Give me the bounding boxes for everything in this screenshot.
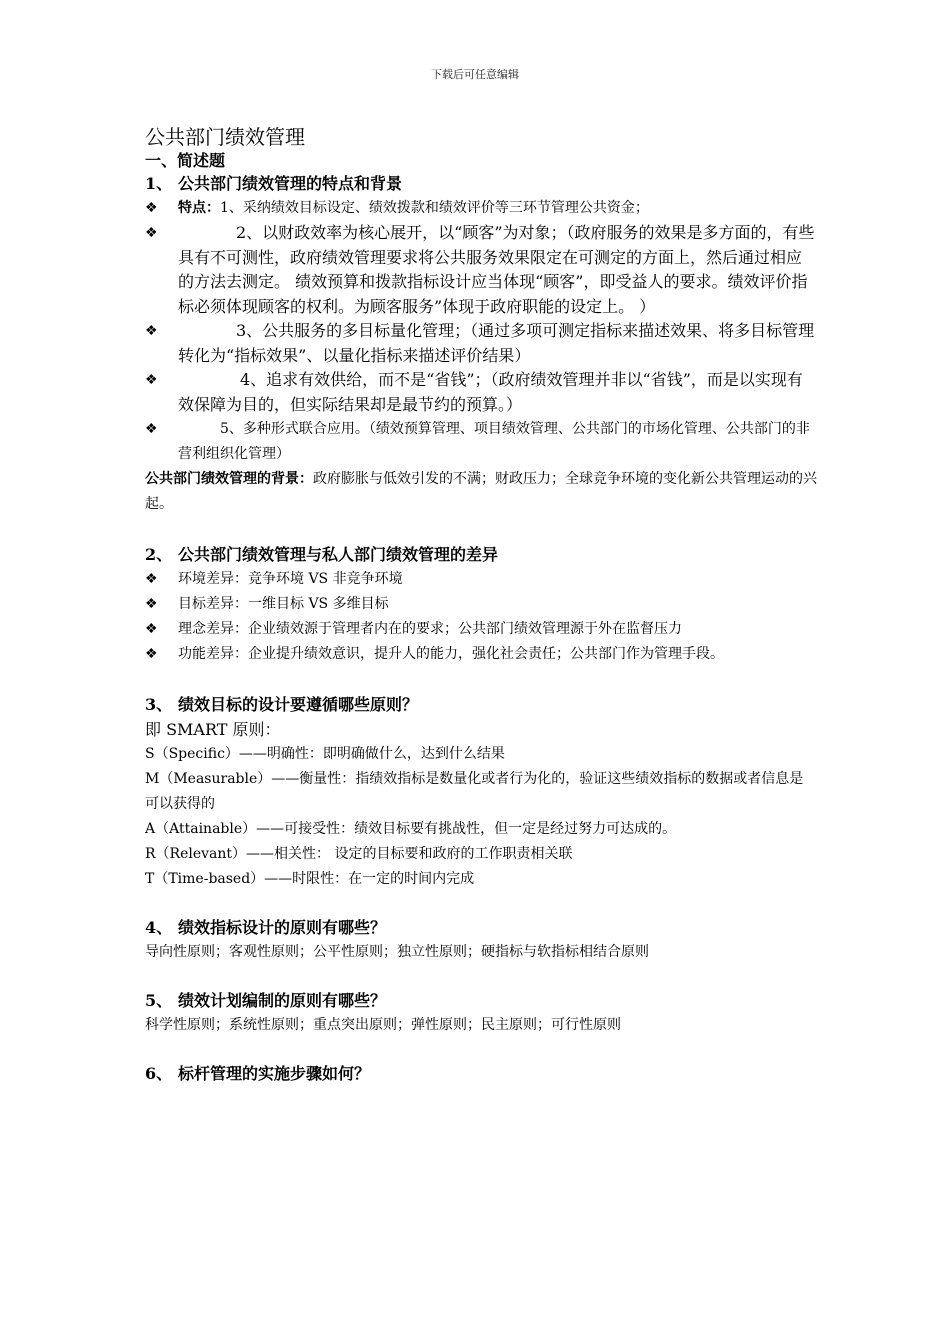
- bullet-icon: ❖: [145, 571, 158, 587]
- bullet-icon: ❖: [145, 421, 158, 437]
- difference-item: ❖ 理念差异：企业绩效源于管理者内在的要求；公共部门绩效管理源于外在监督压力: [145, 617, 817, 642]
- features-label: 特点：: [178, 200, 220, 216]
- question-2-heading: 2、 公共部门绩效管理与私人部门绩效管理的差异: [145, 545, 499, 564]
- bullet-icon: ❖: [145, 200, 158, 216]
- bullet-icon: ❖: [145, 323, 158, 339]
- bullet-icon: ❖: [145, 621, 158, 637]
- smart-line-s: S（Specific）——明确性：即明确做什么，达到什么结果: [145, 746, 505, 762]
- page-header: 下载后可任意编辑: [431, 68, 519, 81]
- bullet-icon: ❖: [145, 646, 158, 662]
- question-1-heading: 1、 公共部门绩效管理的特点和背景: [145, 174, 403, 193]
- section-heading: 一、简述题: [145, 151, 226, 170]
- smart-line-m: M（Measurable）——衡量性：指绩效指标是数量化或者行为化的，验证这些绩效指标的数据或者信息是可以获得的: [145, 771, 804, 812]
- smart-line-t: T（Time-based）——时限性：在一定的时间内完成: [145, 871, 475, 887]
- document-body: [145, 124, 817, 1086]
- feature-item-1: ❖ 特点：1、采纳绩效目标设定、绩效拨款和绩效评价等三环节管理公共资金；: [145, 196, 817, 221]
- difference-item: ❖ 目标差异：一维目标 VS 多维目标: [145, 592, 817, 617]
- smart-line-a: A（Attainable）——可接受性：绩效目标要有挑战性，但一定是经过努力可达成的。: [145, 821, 677, 837]
- bullet-icon: ❖: [145, 372, 158, 388]
- question-4-heading: 4、 绩效指标设计的原则有哪些？: [145, 918, 387, 937]
- question-4-answer: 导向性原则；客观性原则；公平性原则；独立性原则；硬指标与软指标相结合原则: [145, 944, 649, 960]
- difference-item: ❖ 环境差异：竞争环境 VS 非竞争环境: [145, 567, 817, 592]
- question-6-heading: 6、 标杆管理的实施步骤如何？: [145, 1064, 371, 1083]
- difference-item: ❖ 功能差异：企业提升绩效意识，提升人的能力，强化社会责任；公共部门作为管理手段。: [145, 642, 817, 667]
- document-title: 公共部门绩效管理: [145, 125, 305, 149]
- question-3-heading: 3、 绩效目标的设计要遵循哪些原则？: [145, 695, 419, 714]
- question-5-answer: 科学性原则；系统性原则；重点突出原则；弹性原则；民主原则；可行性原则: [145, 1017, 621, 1033]
- question-5-heading: 5、 绩效计划编制的原则有哪些？: [145, 991, 387, 1010]
- feature-item-4: ❖ 4、追求有效供给，而不是“省钱”；（政府绩效管理并非以“省钱”，而是以实现有效保障为目的，但实际结果却是最节约的预算。）: [145, 370, 803, 414]
- feature-item-3: ❖ 3、公共服务的多目标量化管理；（通过多项可测定指标来描述效果、将多目标管理转化为“指标效果”、以量化指标来描述评价结果）: [145, 321, 815, 365]
- feature-item-5: ❖ 5、多种形式联合应用。（绩效预算管理、项目绩效管理、公共部门的市场化管理、公共部门的非营利组织化管理）: [145, 417, 817, 467]
- background-paragraph: 公共部门绩效管理的背景：政府膨胀与低效引发的不满；财政压力；全球竞争环境的变化新公共管理运动的兴起。: [145, 471, 817, 512]
- smart-line-r: R（Relevant）——相关性： 设定的目标要和政府的工作职责相关联: [145, 846, 573, 862]
- bullet-icon: ❖: [145, 596, 158, 612]
- feature-item-2: ❖ 2、以财政效率为核心展开，以“顾客”为对象；（政府服务的效果是多方面的，有些具有不可测性，政府绩效管理要求将公共服务效果限定在可测定的方面上，然后通过相应的方法去测定。 绩效预算和拨款指标设计应当体现“顾客”，即受益人的要求。绩效评价指标必须体现顾客的权利。为顾客服务”体现于政府职能的设定上。 ）: [145, 223, 815, 316]
- bullet-icon: ❖: [145, 225, 158, 241]
- smart-intro: 即 SMART 原则：: [145, 720, 281, 739]
